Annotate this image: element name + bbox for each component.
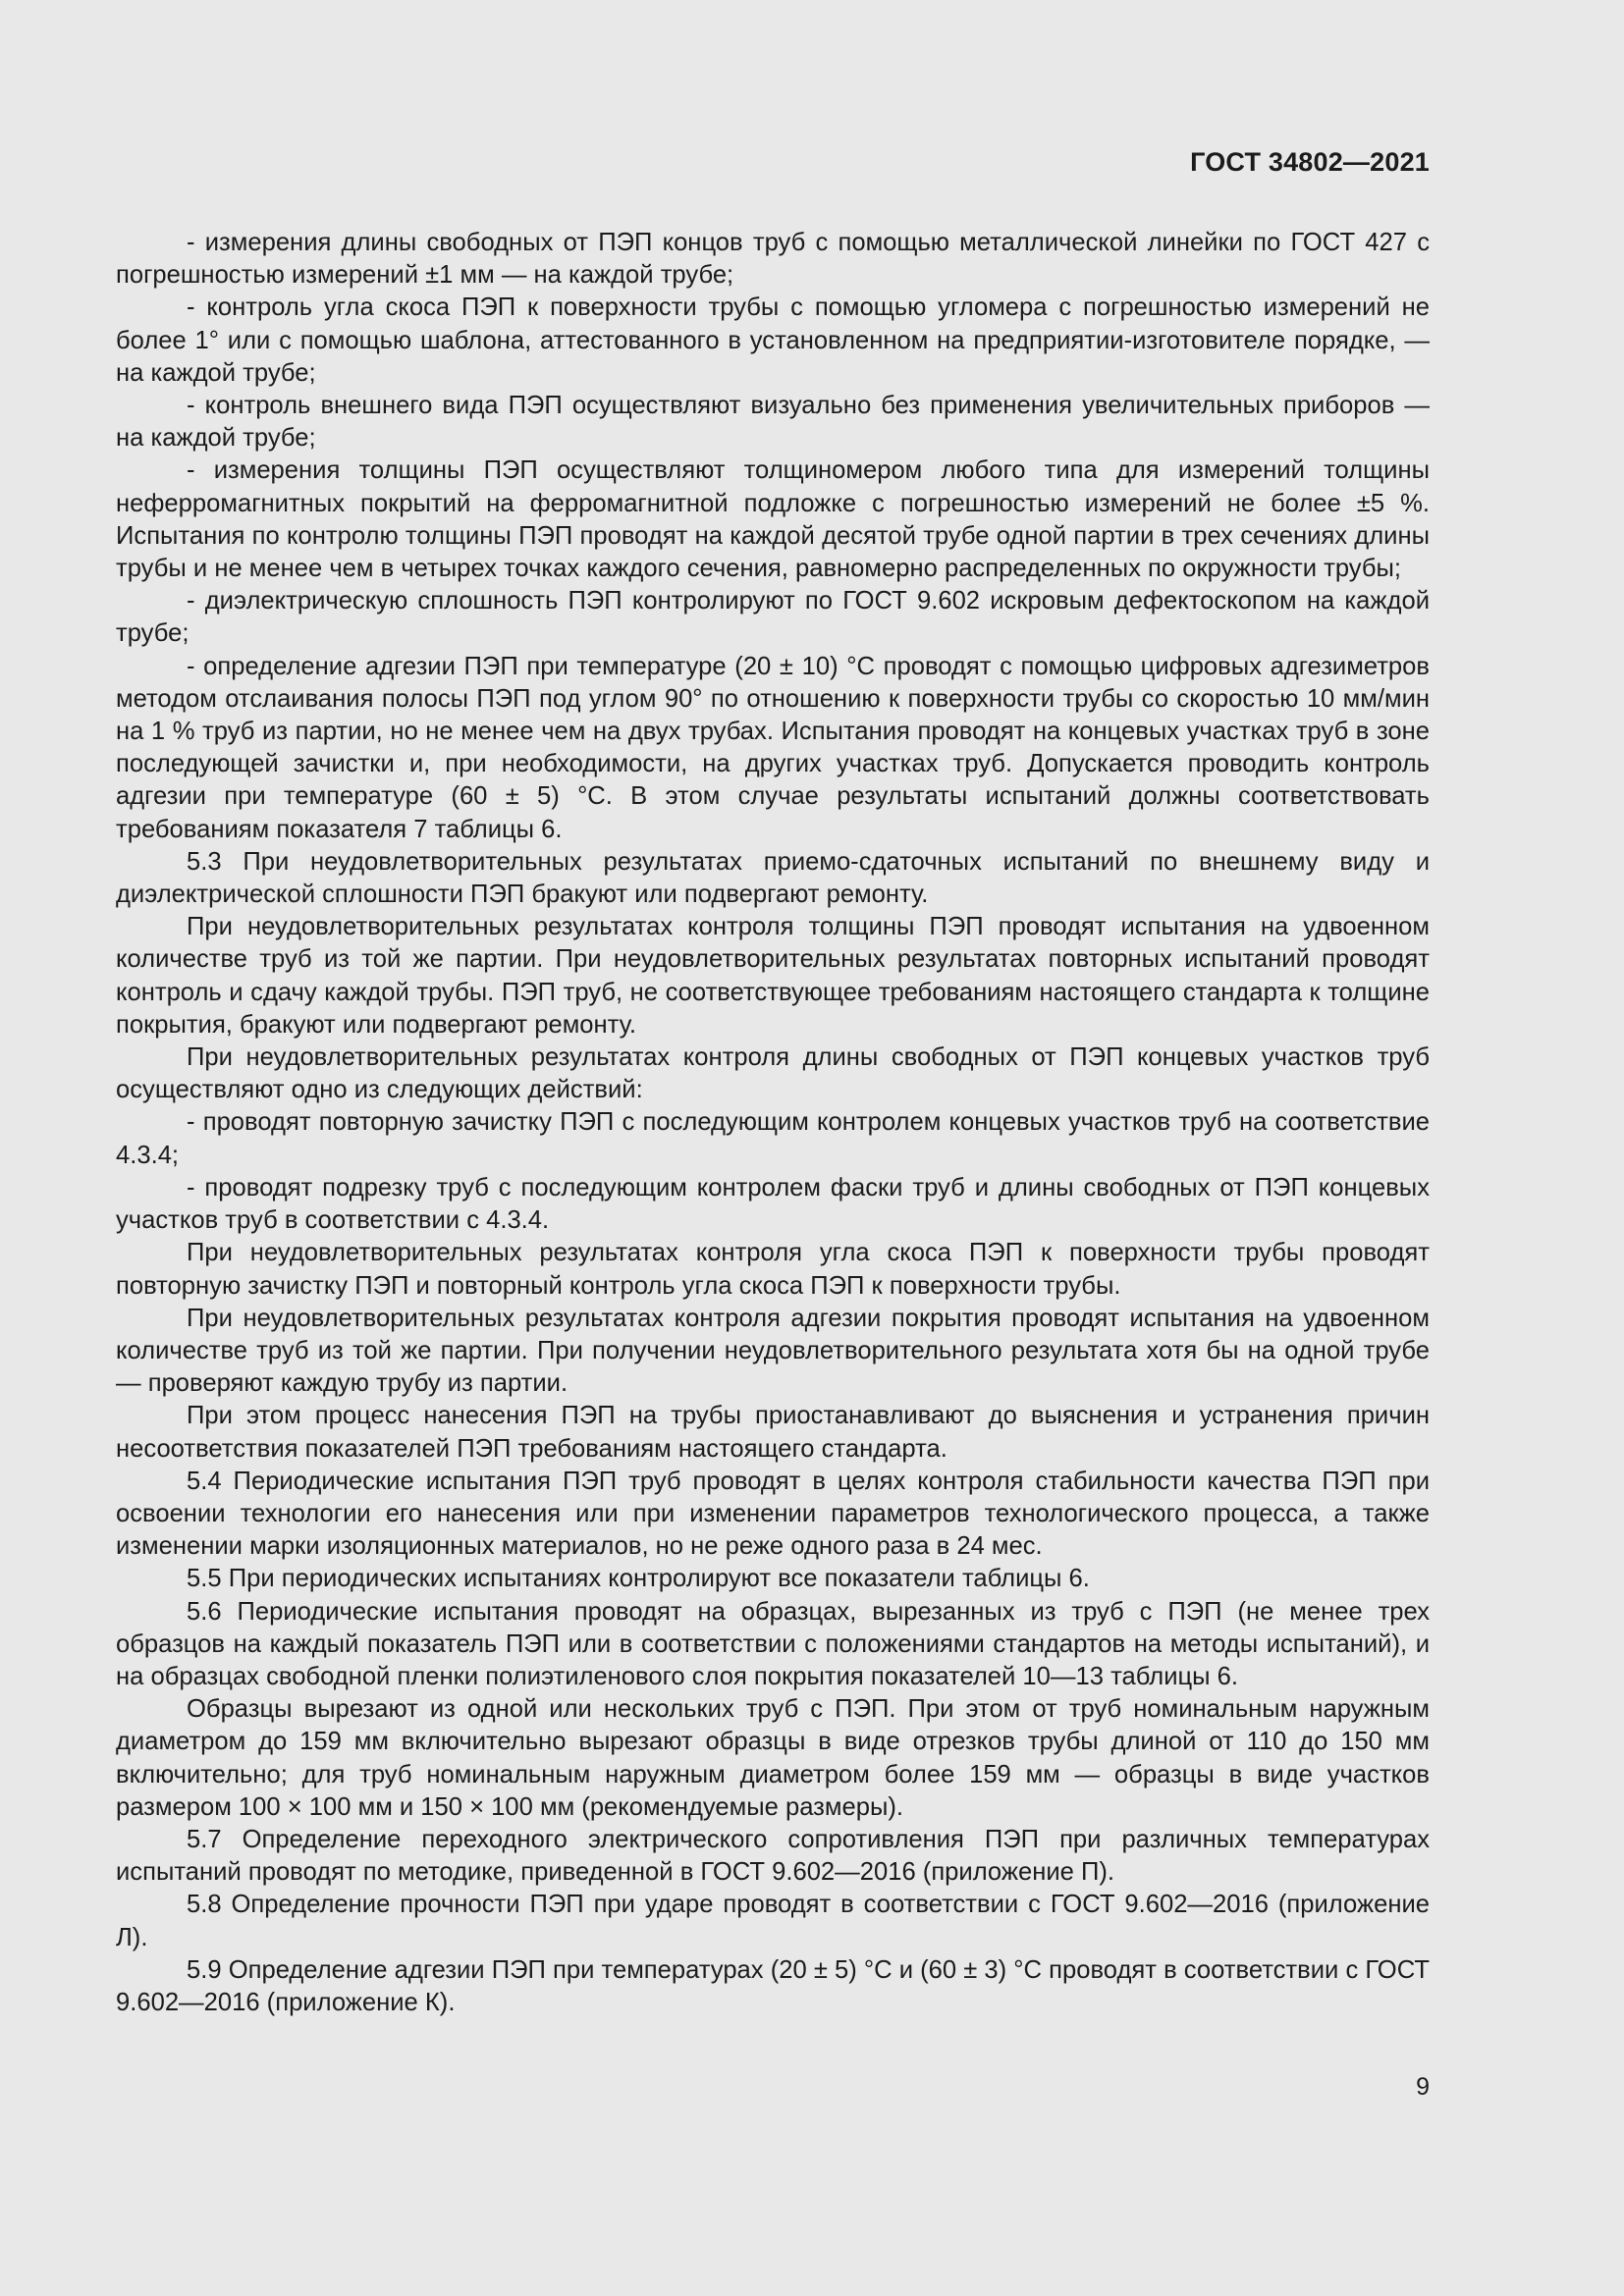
paragraph: 5.9 Определение адгезии ПЭП при температурах (20 ± 5) °С и (60 ± 3) °С проводят в соответствии с ГОСТ 9.602—2016 (приложение К). xyxy=(116,1955,1430,2016)
paragraph: При неудовлетворительных результатах контроля угла скоса ПЭП к поверхности трубы проводят повторную зачистку ПЭП и повторный контроль угла скоса ПЭП к поверхности трубы. xyxy=(116,1239,1430,1300)
paragraph: 5.6 Периодические испытания проводят на образцах, вырезанных из труб с ПЭП (не менее трех образцов на каждый показатель ПЭП или в соответствии с положениями стандартов на методы испытаний), и на образцах свободной пленки полиэтиленового слоя покрытия показателей 10—13 таблицы 6. xyxy=(116,1597,1430,1690)
document-header: ГОСТ 34802—2021 xyxy=(1190,147,1430,177)
paragraph: При неудовлетворительных результатах контроля толщины ПЭП проводят испытания на удвоенном количестве труб из той же партии. При неудовлетворительных результатах повторных испытаний проводят контроль и сдачу каждой трубы. ПЭП труб, не соответствующее требованиям настоящего стандарта к толщине покрытия, бракуют или подвергают ремонту. xyxy=(116,913,1430,1039)
paragraph: - проводят подрезку труб с последующим контролем фаски труб и длины свободных от ПЭП концевых участков труб в соответствии с 4.3.4. xyxy=(116,1173,1430,1235)
paragraph: 5.7 Определение переходного электрического сопротивления ПЭП при различных температурах испытаний проводят по методике, приведенной в ГОСТ 9.602—2016 (приложение П). xyxy=(116,1825,1430,1887)
paragraph: - определение адгезии ПЭП при температуре (20 ± 10) °С проводят с помощью цифровых адгезиметров методом отслаивания полосы ПЭП под углом 90° по отношению к поверхности трубы со скоростью 10 мм/мин на 1 % труб из партии, но не менее чем на двух трубах. Испытания проводят на концевых участках труб в зоне последующей зачистки и, при необходимости, на других участках труб. Допускается проводить контроль адгезии при температуре (60 ± 5) °С. В этом случае результаты испытаний должны соответствовать требованиям показателя 7 таблицы 6. xyxy=(116,652,1430,843)
paragraph: 5.5 При периодических испытаниях контролируют все показатели таблицы 6. xyxy=(187,1565,1090,1593)
paragraph: - измерения толщины ПЭП осуществляют толщиномером любого типа для измерений толщины неферромагнитных покрытий на ферромагнитной подложке с погрешностью измерений не более ±5 %. Испытания по контролю толщины ПЭП проводят на каждой десятой трубе одной партии в трех сечениях длины трубы и не менее чем в четырех точках каждого сечения, равномерно распределенных по окружности трубы; xyxy=(116,456,1430,583)
paragraph: - контроль внешнего вида ПЭП осуществляют визуально без применения увеличительных приборов — на каждой трубе; xyxy=(116,392,1430,453)
paragraph: - проводят повторную зачистку ПЭП с последующим контролем концевых участков труб на соответствие 4.3.4; xyxy=(116,1108,1430,1169)
paragraph: При неудовлетворительных результатах контроля адгезии покрытия проводят испытания на удвоенном количестве труб из той же партии. При получении неудовлетворительного результата хотя бы на одной трубе — проверяют каждую трубу из партии. xyxy=(116,1304,1430,1398)
paragraph: 5.4 Периодические испытания ПЭП труб проводят в целях контроля стабильности качества ПЭП при освоении технологии его нанесения или при изменении параметров технологического процесса, а также изменении марки изоляционных материалов, но не реже одного раза в 24 мес. xyxy=(116,1467,1430,1561)
paragraph: - диэлектрическую сплошность ПЭП контролируют по ГОСТ 9.602 искровым дефектоскопом на каждой трубе; xyxy=(116,587,1430,648)
paragraph: 5.3 При неудовлетворительных результатах приемо-сдаточных испытаний по внешнему виду и диэлектрической сплошности ПЭП бракуют или подвергают ремонту. xyxy=(116,847,1430,909)
page-number: 9 xyxy=(1416,2073,1430,2101)
paragraph: - контроль угла скоса ПЭП к поверхности трубы с помощью угломера с погрешностью измерений не более 1° или с помощью шаблона, аттестованного в установленном на предприятии-изготовителе порядке, — на каждой трубе; xyxy=(116,294,1430,387)
paragraph: 5.8 Определение прочности ПЭП при ударе проводят в соответствии с ГОСТ 9.602—2016 (приложение Л). xyxy=(116,1891,1430,1951)
document-body xyxy=(116,227,1430,2019)
paragraph: При этом процесс нанесения ПЭП на трубы приостанавливают до выяснения и устранения причин несоответствия показателей ПЭП требованиям настоящего стандарта. xyxy=(116,1402,1430,1463)
paragraph: При неудовлетворительных результатах контроля длины свободных от ПЭП концевых участков труб осуществляют одно из следующих действий: xyxy=(116,1043,1430,1104)
paragraph: - измерения длины свободных от ПЭП концов труб с помощью металлической линейки по ГОСТ 427 с погрешностью измерений ±1 мм — на каждой трубе; xyxy=(116,229,1430,290)
paragraph: Образцы вырезают из одной или нескольких труб с ПЭП. При этом от труб номинальным наружным диаметром до 159 мм включительно вырезают образцы в виде отрезков трубы длиной от 110 до 150 мм включительно; для труб номинальным наружным диаметром более 159 мм — образцы в виде участков размером 100 × 100 мм и 150 × 100 мм (рекомендуемые размеры). xyxy=(116,1695,1430,1821)
